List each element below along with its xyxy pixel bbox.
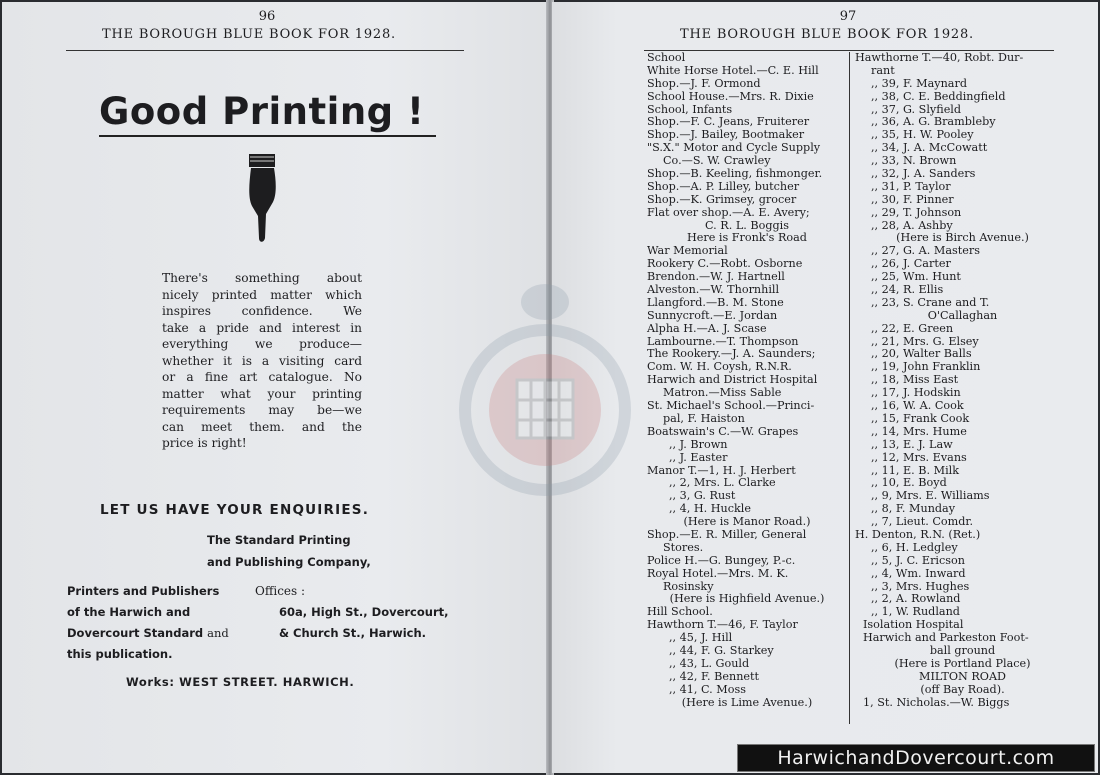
- list-item: ,, 23, S. Crane and T.: [871, 295, 990, 309]
- list-item: Shop.—J. Bailey, Bootmaker: [647, 128, 805, 142]
- street-marker: (Here is Manor Road.): [683, 515, 811, 529]
- list-item: Lambourne.—T. Thompson: [647, 334, 799, 348]
- list-item: Manor T.—1, H. J. Herbert: [647, 463, 796, 477]
- list-item: Shop.—E. R. Miller, General: [647, 527, 807, 541]
- list-item: ,, 10, E. Boyd: [871, 476, 947, 490]
- list-item: Shop.—F. C. Jeans, Fruiterer: [647, 115, 810, 129]
- body-line: price is right!: [162, 436, 247, 450]
- list-item: Royal Hotel.—Mrs. M. K.: [647, 566, 789, 580]
- list-item: Harwich and Parkeston Foot-: [863, 631, 1029, 645]
- list-item: ,, 43, L. Gould: [669, 656, 750, 670]
- list-item: School: [647, 51, 686, 64]
- body-line: everything we produce—: [162, 337, 362, 351]
- list-item: Alveston.—W. Thornhill: [647, 283, 780, 297]
- list-item: ,, 33, N. Brown: [871, 154, 957, 168]
- enquiries-heading: LET US HAVE YOUR ENQUIRIES.: [100, 502, 370, 518]
- list-item: Alpha H.—A. J. Scase: [647, 321, 767, 335]
- street-marker: (Here is Birch Avenue.): [896, 231, 1029, 245]
- list-item: The Rookery.—J. A. Saunders;: [647, 347, 816, 361]
- list-item: ,, 15, Frank Cook: [871, 411, 970, 425]
- list-item: H. Denton, R.N. (Ret.): [855, 527, 981, 541]
- list-item: School, Infants: [647, 102, 733, 116]
- list-item: ,, 20, Walter Balls: [871, 347, 972, 361]
- list-item: ,, 8, F. Munday: [871, 502, 956, 516]
- list-item: ,, 9, Mrs. E. Williams: [871, 489, 990, 503]
- body-line: take a pride and interest in: [162, 320, 362, 335]
- list-item: ,, 25, Wm. Hunt: [871, 270, 961, 284]
- page-number: 97: [839, 9, 857, 24]
- street-marker: Here is Fronk's Road: [687, 231, 807, 245]
- list-item: Boatswain's C.—W. Grapes: [647, 424, 799, 438]
- list-item: ,, 24, R. Ellis: [871, 283, 944, 297]
- list-item: Flat over shop.—A. E. Avery;: [647, 205, 810, 219]
- list-item: ball ground: [929, 643, 996, 657]
- list-item: Hawthorne T.—40, Robt. Dur-: [855, 51, 1024, 64]
- list-item: ,, 18, Miss East: [871, 373, 959, 387]
- body-line: nicely printed matter which: [162, 287, 362, 302]
- list-item: Sunnycroft.—E. Jordan: [647, 308, 778, 322]
- list-item: ,, 21, Mrs. G. Elsey: [871, 334, 979, 348]
- advert-body: [162, 270, 362, 452]
- list-item: ,, 14, Mrs. Hume: [871, 424, 967, 438]
- title-underline: [99, 135, 436, 137]
- running-head: THE BOROUGH BLUE BOOK FOR 1928.: [680, 27, 974, 42]
- list-item: Hill School.: [647, 605, 713, 619]
- list-item: Matron.—Miss Sable: [663, 386, 782, 400]
- list-item: rant: [871, 63, 895, 77]
- list-item: (off Bay Road).: [920, 682, 1005, 696]
- list-item: ,, 11, E. B. Milk: [871, 463, 960, 477]
- list-item: ,, 7, Lieut. Comdr.: [871, 515, 974, 529]
- list-item: O'Callaghan: [927, 308, 998, 322]
- company-name-line1: The Standard Printing: [207, 533, 351, 547]
- list-item: ,, 27, G. A. Masters: [871, 244, 980, 258]
- address-line1: 60a, High St., Dovercourt,: [279, 605, 449, 619]
- list-item: ,, 39, F. Maynard: [871, 76, 967, 90]
- list-item: ,, 5, J. C. Ericson: [871, 553, 965, 567]
- list-item: ,, 26, J. Carter: [871, 257, 951, 271]
- list-item: ,, 41, C. Moss: [669, 682, 746, 696]
- list-item: ,, 4, Wm. Inward: [871, 566, 966, 580]
- printers-description: Printers and Publishers of the Harwich and Dovercourt Standard and this publication.: [67, 584, 229, 661]
- list-item: Rookery C.—Robt. Osborne: [647, 257, 803, 271]
- list-item: Hawthorn T.—46, F. Taylor: [647, 618, 798, 632]
- list-item: ,, 38, C. E. Beddingfield: [871, 89, 1006, 103]
- list-item: ,, 13, E. J. Law: [871, 437, 953, 451]
- list-item: pal, F. Haiston: [663, 411, 745, 425]
- street-marker: (Here is Portland Place): [894, 656, 1031, 670]
- list-item: ,, 28, A. Ashby: [871, 218, 953, 232]
- directory-column-2: [855, 52, 1070, 709]
- address-line2: & Church St., Harwich.: [279, 626, 427, 640]
- list-item: School House.—Mrs. R. Dixie: [647, 89, 814, 103]
- body-line: can meet them. and the: [162, 419, 362, 434]
- directory-column-1: [647, 52, 847, 709]
- running-head: THE BOROUGH BLUE BOOK FOR 1928.: [102, 27, 396, 42]
- list-item: St. Michael's School.—Princi-: [647, 399, 815, 413]
- road-heading: MILTON ROAD: [918, 669, 1006, 683]
- list-item: ,, 16, W. A. Cook: [871, 399, 964, 413]
- body-line: matter what your printing: [162, 386, 362, 401]
- list-item: ,, 12, Mrs. Evans: [871, 450, 967, 464]
- list-item: ,, 30, F. Pinner: [871, 192, 954, 206]
- list-item: ,, 35, H. W. Pooley: [871, 128, 974, 142]
- list-item: C. R. L. Boggis: [705, 218, 789, 232]
- list-item: ,, 44, F. G. Starkey: [669, 643, 774, 657]
- list-item: Stores.: [663, 540, 704, 554]
- street-marker: (Here is Lime Avenue.): [681, 695, 813, 709]
- list-item: War Memorial: [647, 244, 728, 258]
- list-item: ,, 36, A. G. Brambleby: [871, 115, 996, 129]
- list-item: Shop.—J. F. Ormond: [647, 76, 761, 90]
- list-item: ,, 37, G. Slyfield: [871, 102, 962, 116]
- company-name-line2: and Publishing Company,: [207, 555, 371, 569]
- list-item: Co.—S. W. Crawley: [663, 154, 771, 168]
- list-item: Brendon.—W. J. Hartnell: [647, 270, 785, 284]
- list-item: Isolation Hospital: [863, 618, 964, 632]
- list-item: ,, 17, J. Hodskin: [871, 386, 961, 400]
- list-item: ,, 4, H. Huckle: [669, 502, 751, 516]
- list-item: 1, St. Nicholas.—W. Biggs: [863, 695, 1010, 709]
- list-item: ,, 34, J. A. McCowatt: [871, 141, 988, 155]
- list-item: ,, 42, F. Bennett: [669, 669, 760, 683]
- list-item: ,, 22, E. Green: [871, 321, 954, 335]
- list-item: Rosinsky: [663, 579, 714, 593]
- column-divider: [849, 52, 850, 724]
- body-line: whether it is a visiting card: [162, 353, 362, 368]
- list-item: ,, 3, Mrs. Hughes: [871, 579, 970, 593]
- body-line: There's something about: [162, 271, 362, 285]
- list-item: Shop.—K. Grimsey, grocer: [647, 192, 797, 206]
- offices-label: Offices :: [255, 584, 306, 598]
- list-item: ,, 2, Mrs. L. Clarke: [669, 476, 776, 490]
- list-item: Shop.—B. Keeling, fishmonger.: [647, 167, 823, 181]
- list-item: Llangford.—B. M. Stone: [647, 295, 784, 309]
- list-item: ,, 3, G. Rust: [669, 489, 736, 503]
- page-number: 96: [258, 9, 276, 24]
- list-item: ,, 29, T. Johnson: [871, 205, 962, 219]
- header-rule: [66, 50, 464, 51]
- street-marker: (Here is Highfield Avenue.): [669, 592, 825, 606]
- list-item: Shop.—A. P. Lilley, butcher: [647, 179, 800, 193]
- list-item: White Horse Hotel.—C. E. Hill: [647, 63, 819, 77]
- seal-watermark: [445, 280, 645, 514]
- list-item: Police H.—G. Bungey, P.-c.: [647, 553, 796, 567]
- site-watermark: HarwichandDovercourt.com: [737, 744, 1095, 772]
- list-item: Com. W. H. Coysh, R.N.R.: [647, 360, 792, 374]
- list-item: ,, J. Easter: [669, 450, 728, 464]
- list-item: ,, J. Brown: [669, 437, 728, 451]
- list-item: Harwich and District Hospital: [647, 373, 818, 387]
- body-line: requirements may be—we: [162, 403, 362, 417]
- list-item: ,, 31, P. Taylor: [871, 179, 951, 193]
- list-item: ,, 45, J. Hill: [669, 631, 733, 645]
- works-address: Works: WEST STREET. HARWICH.: [126, 675, 355, 689]
- list-item: ,, 19, John Franklin: [871, 360, 981, 374]
- body-line: inspires confidence. We: [162, 304, 362, 318]
- list-item: ,, 1, W. Rudland: [871, 605, 960, 619]
- pointing-hand-icon: [246, 154, 280, 248]
- list-item: ,, 32, J. A. Sanders: [871, 167, 976, 181]
- list-item: ,, 6, H. Ledgley: [871, 540, 958, 554]
- body-line: or a fine art catalogue. No: [162, 370, 362, 384]
- list-item: "S.X." Motor and Cycle Supply: [647, 141, 821, 155]
- advert-title: Good Printing !: [99, 90, 425, 133]
- list-item: ,, 2, A. Rowland: [871, 592, 961, 606]
